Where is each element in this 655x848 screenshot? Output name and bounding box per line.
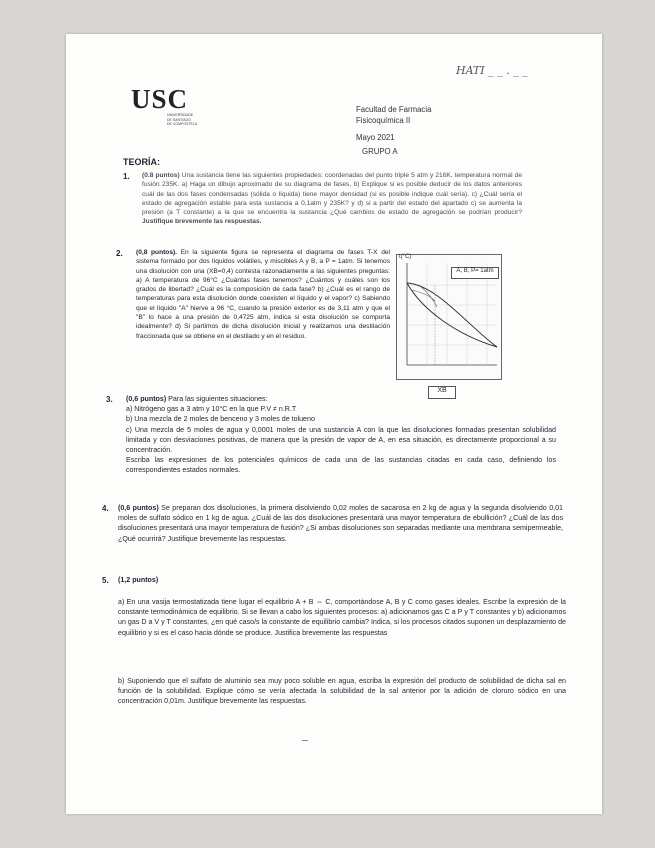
exam-group: GRUPO A <box>362 147 398 156</box>
q3-number: 3. <box>106 395 113 404</box>
q3-closing: Escriba las expresiones de los potenciales químicos de cada una de las sustancias citadas en cada caso, definiendo los correspondientes estados normales. <box>126 456 556 475</box>
usc-logo-subtitle: UNIVERSIDADE DE SANTIAGO DE COMPOSTELA <box>167 113 198 126</box>
question-4: (0,6 puntos) Se preparan dos disoluciones, la primera disolviendo 0,02 moles de sacarosa en 2 kg de agua y la segunda disolviendo 0,01 moles de sulfato sódico en 1 kg de agua. ¿Cuál de las dos disoluciones presentará una mayor temperatura de ebullición? ¿Cuál de las dos disoluciones presentará una mayor temperatura de fusión? ¿Si ambas disoluciones son separadas mediante una membrana semipermeable, ¿Qué ocurrirá? Justifique brevemente las respuestas. <box>118 504 563 543</box>
question-3 <box>126 394 556 476</box>
question-2: (0,8 puntos). En la siguiente figura se representa el diagrama de fases T-X del sistema formado por dos líquidos volátiles, y miscibles A y B, a P = 1atm. Si tenemos una disolución con una (XB=0,4) contesta razonadamente a las siguientes preguntas: a) A temperatura de 96°C ¿Cuántas fases tenemos? ¿Cuántos y cuáles son los grados de libertad? ¿Cuál es la composición de cada fase? b) ¿Cuál es el rango de temperaturas para esta disolución donde coexisten el líquido y el vapor? c) Sabiendo que el líquido "A" hierve a 96 °C, cuando la presión exterior es de 3,11 atm y que el "B" lo hace a una presión de 0,4725 atm, indica si esta disolución se comporta idealmente? d) Si partimos de dicha disolución inicial y realizamos una destilación fraccionada que se obtiene en el destilado y en el residuo. <box>136 249 390 340</box>
faculty-name: Facultad de Farmacia <box>356 105 432 114</box>
figure-y-label: t(°C) <box>399 254 412 260</box>
question-5a: a) En una vasija termostatizada tiene lugar el equilibrio A + B ⇔ C, comportándose A, B y C como gases ideales. Escribe la expresión de la constante termodinámica de equilibrio. Si se llevan a cabo los siguientes procesos: a) adicionamos gas C a P y T constantes y b) adicionamos un gas D a V y T constantes, ¿en qué caso/s la constante de equilibrio cambia? Indica, si los procesos citados suponen un desplazamiento de equilibrio y si es el caso hacia dónde se produce. Justifica brevemente las respuestas <box>118 598 566 637</box>
section-title: TEORÍA: <box>123 157 160 167</box>
handwritten-note: HATI _ _ . _ _ <box>456 64 528 77</box>
q3-item-a: a) Nitrógeno gas a 3 atm y 10°C en la que P.V ≠ n.R.T <box>126 405 297 414</box>
usc-logo: USC <box>131 84 189 114</box>
phase-diagram-figure <box>396 254 502 380</box>
exam-header <box>356 104 431 157</box>
figure-legend: A, B, P= 1atm <box>451 267 499 279</box>
q1-number: 1. <box>123 172 130 181</box>
q3-intro: (0,6 puntos) Para las siguientes situaciones: <box>126 395 268 403</box>
q5-points: (1,2 puntos) <box>118 576 159 584</box>
exam-sheet <box>66 34 602 814</box>
q2-number: 2. <box>116 249 123 258</box>
q3-item-c: c) Una mezcla de 5 moles de agua y 0,0001 moles de una sustancia A con la que las disoluciones formadas presentan solubilidad limitada y con desviaciones positivas, de manera que la presión de vapor de A, en esa situación, es directamente proporcional a su concentración. <box>126 425 556 455</box>
question-1: (0.8 puntos) Una sustancia tiene las siguientes propiedades: coordenadas del punto triple 5 atm y 216K, temperatura normal de fusión 235K. a) Haga un dibujo aproximado de su diagrama de fases, b) Explique si es posible deducir de los datos anteriores cuál de las dos fases condensadas (sólida o líquida) tiene mayor densidad (si es posible indique cuál sería). c) ¿Cuál sería el estado de agregación estable para esta sustancia a 0,1atm y 235K? y d) si a partir del estado del apartado c) se aumenta la presión (a T constante) a la que se encuentra la sustancia ¿Qué cambios de estado de agregación se podrían producir? Justifique brevemente las respuestas. <box>142 172 522 226</box>
q5-number: 5. <box>102 576 109 585</box>
q4-number: 4. <box>102 504 109 513</box>
pen-mark <box>302 740 308 741</box>
q3-item-b: b) Una mezcla de 2 moles de benceno y 3 moles de tolueno <box>126 415 315 424</box>
figure-x-label: XB <box>428 386 456 399</box>
course-name: Fisicoquímica II <box>356 116 411 125</box>
question-5b: b) Suponiendo que el sulfato de aluminio sea muy poco soluble en agua, escriba la expresión del producto de solubilidad de dicha sal en función de la solubilidad. Explique cómo se vería afectada la solubilidad de la sal anterior por la adición de cloruro sódico en una concentración 0,01m. Justifique brevemente las respuestas. <box>118 677 566 706</box>
exam-date: Mayo 2021 <box>356 133 395 142</box>
